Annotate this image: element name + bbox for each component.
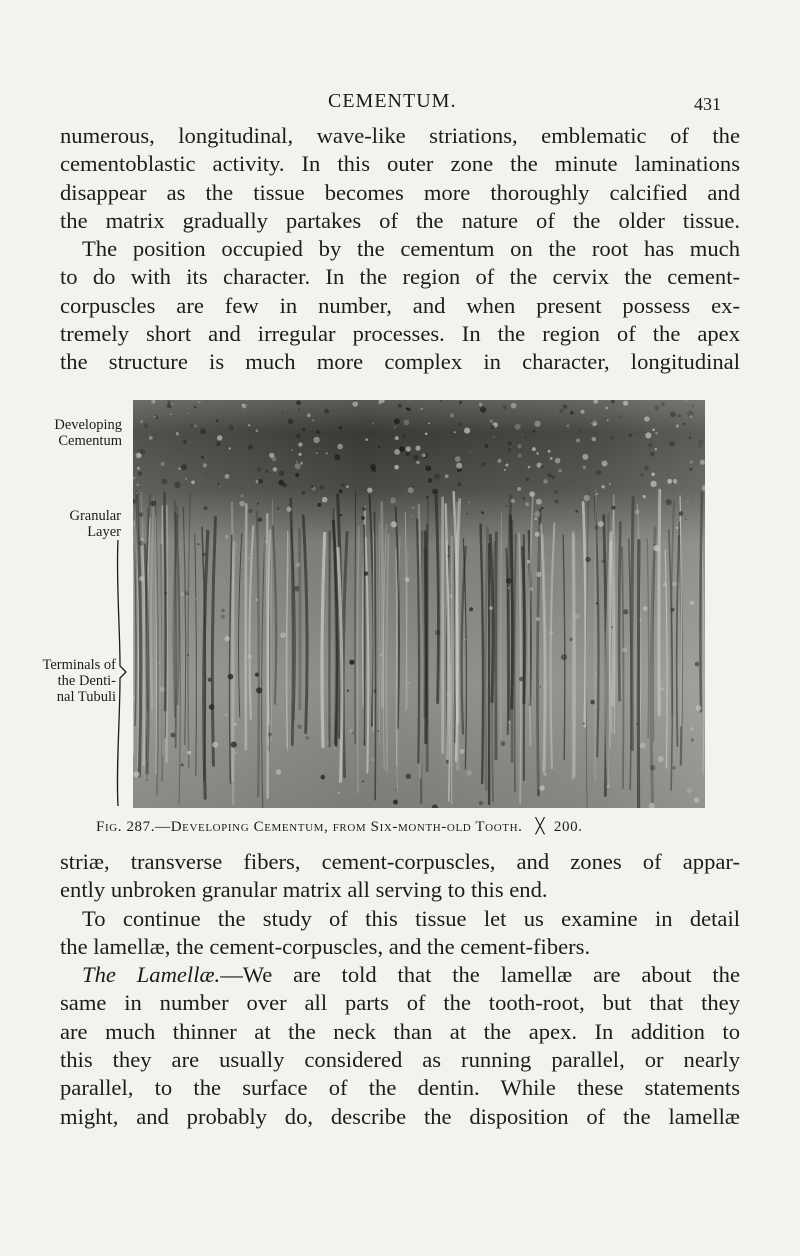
label-line: the Denti- xyxy=(57,673,116,689)
multiply-icon: ╳ xyxy=(526,819,550,835)
caption-text: Fig. 287.—Developing Cementum, from Six-month-old Tooth. xyxy=(96,819,523,835)
text-line: striæ, transverse fibers, cement-corpuscles, and zones of appar- xyxy=(60,849,740,874)
text-line: this they are usually considered as running parallel, or nearly xyxy=(60,1047,740,1073)
micrograph-figure xyxy=(133,400,705,808)
text-line: disappear as the tissue becomes more thoroughly calcified and xyxy=(60,179,740,205)
text-line: To continue the study of this tissue let us examine in detail xyxy=(82,905,740,931)
text-line: are much thinner at the neck than at the apex. In addition to xyxy=(60,1018,740,1044)
label-line: nal Tubuli xyxy=(56,689,116,705)
text-line: tremely short and irregular processes. In the region of the apex xyxy=(60,321,740,347)
label-line: Cementum xyxy=(58,433,122,449)
running-title: CEMENTUM. xyxy=(328,90,457,112)
text-line: the structure is much more complex in character, longitudinal xyxy=(60,349,740,375)
text-line: ently unbroken granular matrix all serving to this end. xyxy=(60,877,548,903)
text-line: cementoblastic activity. In this outer zone the minute laminations xyxy=(60,151,740,177)
micrograph-image xyxy=(133,400,705,808)
magnification-value: 200. xyxy=(553,819,583,835)
text-line: same in number over all parts of the tooth-root, but that they xyxy=(60,990,740,1016)
text-fragment: —We are told that the lamellæ are about the xyxy=(220,962,740,988)
label-terminals-dentinal-tubuli xyxy=(43,657,116,705)
text-line: parallel, to the surface of the dentin. While these statements xyxy=(60,1075,740,1101)
text-line: numerous, longitudinal, wave-like striations, emblematic of the xyxy=(60,123,740,148)
text-line: corpuscles are few in number, and when present possess ex- xyxy=(60,292,740,318)
label-line: Terminals of xyxy=(42,657,116,673)
top-paragraph xyxy=(60,122,740,377)
label-line: Developing xyxy=(54,417,122,433)
label-granular-layer xyxy=(69,508,121,540)
label-line: Granular xyxy=(69,508,121,524)
label-line: Layer xyxy=(87,524,121,540)
bottom-paragraph xyxy=(60,848,740,1131)
page-number: 431 xyxy=(694,94,721,114)
text-line: to do with its character. In the region of the cervix the cement- xyxy=(60,264,740,290)
figure-labels xyxy=(0,0,130,820)
text-line: the lamellæ, the cement-corpuscles, and the cement-fibers. xyxy=(60,933,591,959)
section-heading: The Lamellæ. xyxy=(82,962,221,988)
text-line-with-italic xyxy=(60,961,740,989)
text-line: might, and probably do, describe the disposition of the lamellæ xyxy=(60,1103,740,1129)
text-line: the matrix gradually partakes of the nature of the older tissue. xyxy=(60,207,740,233)
label-developing-cementum xyxy=(54,417,122,449)
text-line: The position occupied by the cementum on the root has much xyxy=(82,236,740,262)
bracket-icon xyxy=(112,538,132,808)
